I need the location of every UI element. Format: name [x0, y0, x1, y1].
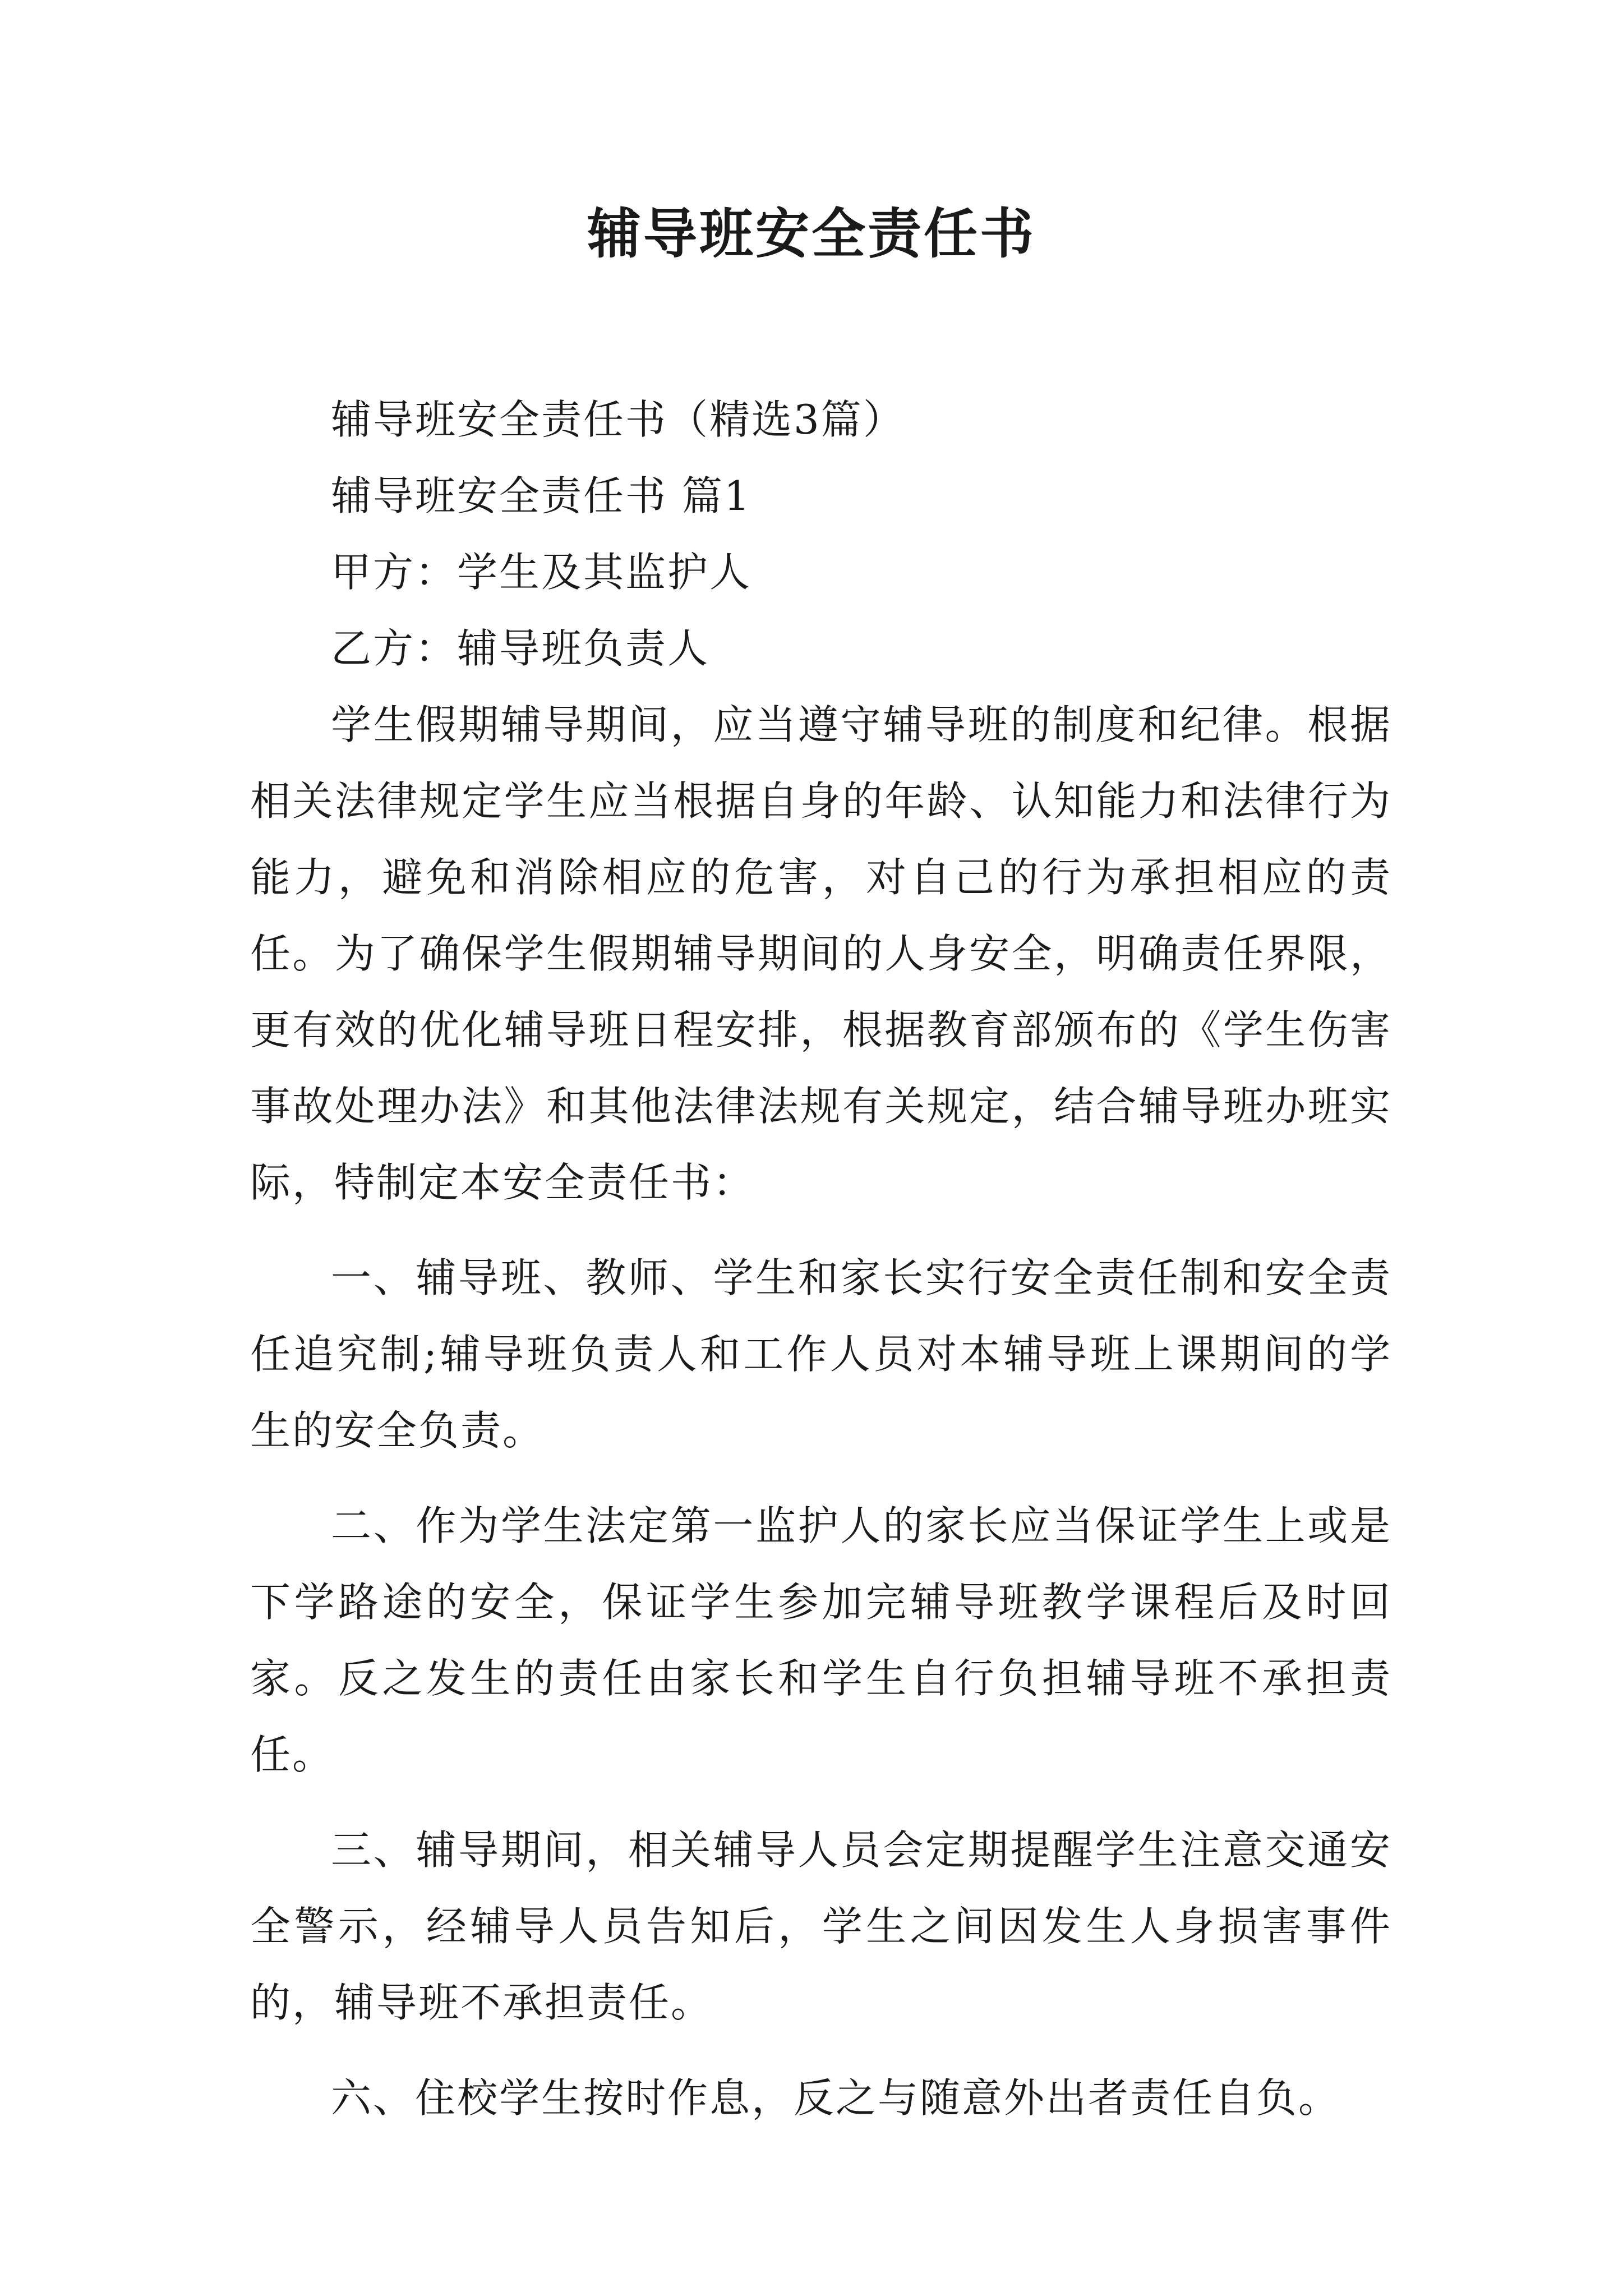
document-title: 辅导班安全责任书 [587, 202, 1036, 265]
paragraph-section-heading: 辅导班安全责任书 篇1 [331, 472, 751, 519]
paragraph-party-a: 甲方：学生及其监护人 [331, 549, 752, 596]
paragraph-clause-2: 二、作为学生法定第一监护人的家长应当保证学生上或是下学路途的安全，保证学生参加完辅导班教学课程后及时回家。反之发生的责任由家长和学生自行负担辅导班不承担责任。 [250, 1502, 1392, 1778]
paragraph-party-b: 乙方：辅导班负责人 [331, 625, 710, 672]
paragraph-clause-3: 三、辅导期间，相关辅导人员会定期提醒学生注意交通安全警示，经辅导人员告知后，学生之间因发生人身损害事件的，辅导班不承担责任。 [250, 1826, 1392, 2026]
document-body [250, 381, 1392, 2136]
paragraph-clause-1: 一、辅导班、教师、学生和家长实行安全责任制和安全责任追究制;辅导班负责人和工作人员对本辅导班上课期间的学生的安全负责。 [250, 1254, 1392, 1454]
paragraph-preamble: 学生假期辅导期间，应当遵守辅导班的制度和纪律。根据相关法律规定学生应当根据自身的年龄、认知能力和法律行为能力，避免和消除相应的危害，对自己的行为承担相应的责任。为了确保学生假期辅导期间的人身安全，明确责任界限，更有效的优化辅导班日程安排，根据教育部颁布的《学生伤害事故处理办法》和其他法律法规有关规定，结合辅导班办班实际，特制定本安全责任书： [250, 701, 1392, 1206]
paragraph-subtitle: 辅导班安全责任书（精选3篇） [331, 396, 905, 443]
paragraph-clause-6: 六、住校学生按时作息，反之与随意外出者责任自负。 [331, 2074, 1341, 2122]
